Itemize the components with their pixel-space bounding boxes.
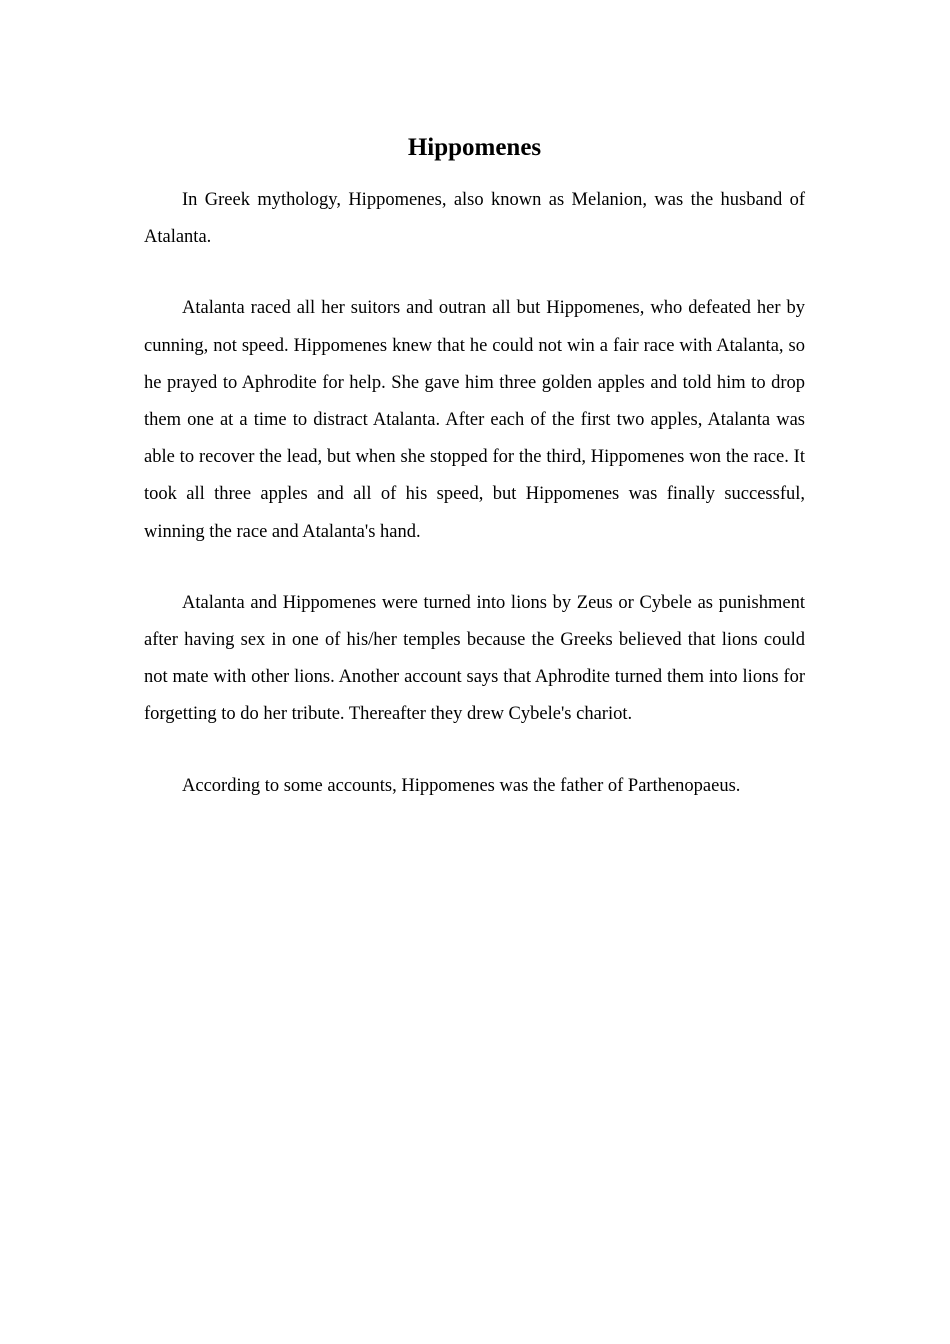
paragraph-race: Atalanta raced all her suitors and outran all but Hippomenes, who defeated her by cunning, not speed. Hippomenes knew that he could not win a fair race with Atalanta, so he prayed to Aphrodite for help. She gave him three golden apples and told him to drop them one at a time to distract Atalanta. After each of the first two apples, Atalanta was able to recover the lead, but when she stopped for the third, Hippomenes won the race. It took all three apples and all of his speed, but Hippomenes was finally successful, winning the race and Atalanta's hand. bbox=[144, 298, 805, 542]
document-page bbox=[144, 130, 805, 839]
document-title: Hippomenes bbox=[407, 134, 542, 161]
paragraph-lions: Atalanta and Hippomenes were turned into lions by Zeus or Cybele as punishment after having sex in one of his/her temples because the Greeks believed that lions could not mate with other lions. Another account says that Aphrodite turned them into lions for forgetting to do her tribute. Thereafter they drew Cybele's chariot. bbox=[144, 592, 805, 725]
paragraph-intro: In Greek mythology, Hippomenes, also known as Melanion, was the husband of Atalanta. bbox=[144, 190, 805, 248]
paragraph-father: According to some accounts, Hippomenes was the father of Parthenopaeus. bbox=[182, 775, 741, 796]
